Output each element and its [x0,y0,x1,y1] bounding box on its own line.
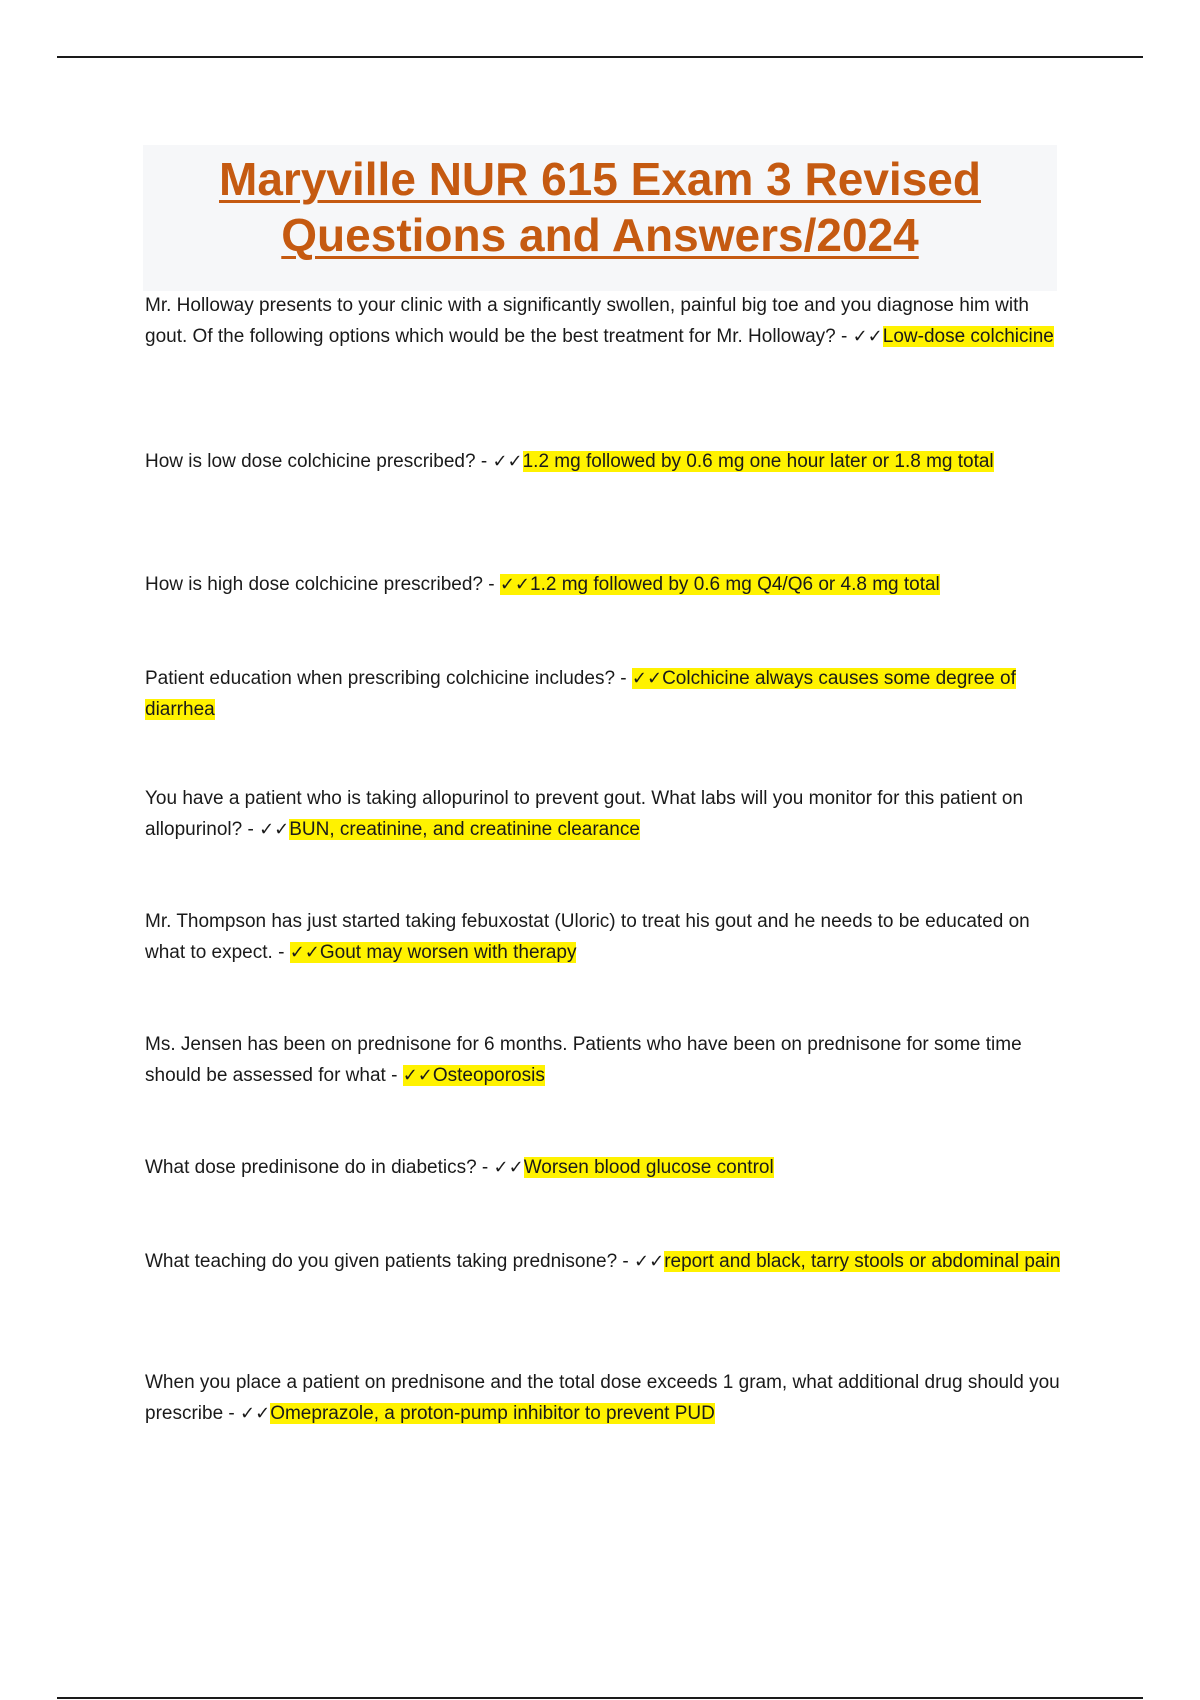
question-text: When you place a patient on prednisone and the total dose exceeds 1 gram, what additional drug should you prescribe - [145,1372,1060,1424]
qa-item-2 [145,446,1065,477]
question-text: Mr. Thompson has just started taking febuxostat (Uloric) to treat his gout and he needs to be educated on what to expect. - [145,911,1030,963]
double-check-icon: ✓✓ [631,668,663,689]
qa-item-5 [145,783,1065,845]
qa-item-3 [145,569,1065,600]
question-text: Patient education when prescribing colchicine includes? - [145,668,632,689]
document-title-line-2: Questions and Answers/2024 [281,209,919,261]
question-text: What dose predinisone do in diabetics? - [145,1157,494,1178]
qa-item-9 [145,1246,1065,1277]
answer-highlight: Low-dose colchicine [882,326,1054,347]
answer-highlight: 1.2 mg followed by 0.6 mg Q4/Q6 or 4.8 mg total [530,574,940,595]
answer-highlight: Osteoporosis [432,1065,545,1086]
qa-item-1 [145,290,1065,352]
answer-highlight: report and black, tarry stools or abdominal pain [664,1251,1061,1272]
top-rule [57,56,1143,58]
qa-item-6 [145,906,1065,968]
double-check-icon: ✓✓ [634,1251,665,1272]
bottom-rule [57,1697,1143,1699]
qa-item-7 [145,1029,1065,1091]
double-check-icon: ✓✓ [499,574,531,595]
question-text: What teaching do you given patients taking prednisone? - [145,1251,635,1272]
question-text: Mr. Holloway presents to your clinic with a significantly swollen, painful big toe and you diagnose him with gout. Of the following options which would be the best treatment for Mr. Holloway? - [145,295,1029,347]
double-check-icon: ✓✓ [240,1403,271,1424]
double-check-icon: ✓✓ [402,1065,433,1086]
answer-highlight: 1.2 mg followed by 0.6 mg one hour later or 1.8 mg total [522,451,994,472]
answer-highlight: Omeprazole, a proton-pump inhibitor to prevent PUD [270,1403,715,1424]
answer-highlight: Gout may worsen with therapy [319,942,577,963]
qa-item-10 [145,1367,1065,1429]
question-text: How is high dose colchicine prescribed? - [145,574,500,595]
title-block [143,145,1057,291]
qa-item-8 [145,1152,1065,1183]
answer-highlight: BUN, creatinine, and creatinine clearance [289,819,640,840]
answer-highlight: Worsen blood glucose control [523,1157,774,1178]
double-check-icon: ✓✓ [259,819,290,840]
double-check-icon: ✓✓ [492,451,523,472]
question-text: How is low dose colchicine prescribed? - [145,451,493,472]
question-text: You have a patient who is taking allopurinol to prevent gout. What labs will you monitor for this patient on allopurinol? - [145,788,1024,840]
answer-highlight: Colchicine always causes some degree of diarrhea [145,668,1016,720]
document-title-line-1: Maryville NUR 615 Exam 3 Revised [219,153,981,205]
qa-item-4 [145,663,1065,725]
double-check-icon: ✓✓ [493,1157,524,1178]
double-check-icon: ✓✓ [852,326,883,347]
double-check-icon: ✓✓ [289,942,320,963]
question-text: Ms. Jensen has been on prednisone for 6 months. Patients who have been on prednisone for some time should be assessed for what - [145,1034,1022,1086]
